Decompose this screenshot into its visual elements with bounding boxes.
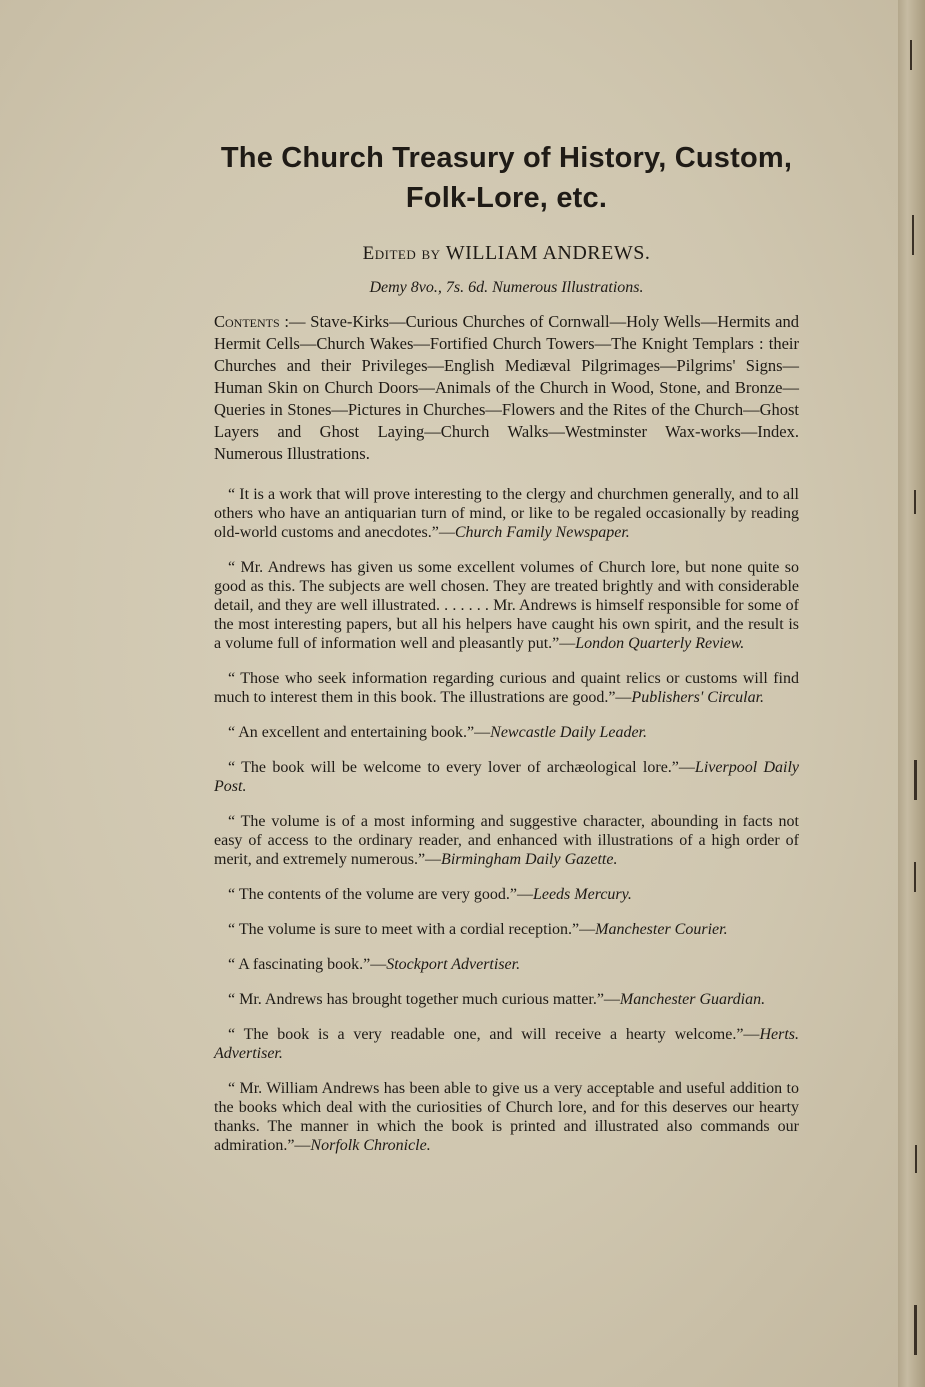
review-quote — [214, 1025, 799, 1063]
review-text: “ The book is a very readable one, and will receive a hearty welcome.”— — [228, 1026, 760, 1043]
review-quote — [214, 485, 799, 542]
review-source: Manchester Courier. — [595, 921, 728, 938]
editor-prefix: Edited by — [362, 243, 441, 264]
review-source: Church Family Newspaper. — [454, 524, 630, 541]
review-text: “ The contents of the volume are very good.”— — [228, 886, 533, 903]
contents-text: Stave-Kirks—Curious Churches of Cornwall—Holy Wells—Hermits and Hermit Cells—Church Wakes—Fortified Church Towers—The Knight Templars : their Churches and their Privileges—English Mediæval Pilgrimages—Pilgrims' Signs—Human Skin on Church Doors—Animals of the Church in Wood, Stone, and Bronze—Queries in Stones—Pictures in Churches—Flowers and the Rites of the Church—Ghost Layers and Ghost Laying—Church Walks—Westminster Wax-works—Index. Numerous Illustrations. — [214, 312, 799, 463]
review-quote — [214, 758, 799, 796]
review-quote — [214, 558, 799, 653]
review-quote — [214, 723, 799, 742]
review-text: “ The book will be welcome to every lover of archæological lore.”— — [228, 759, 695, 776]
review-text: “ Those who seek information regarding curious and quaint relics or customs will find much to interest them in this book. The illustrations are good.”— — [214, 670, 799, 706]
review-quote — [214, 669, 799, 707]
review-source: Birmingham Daily Gazette. — [441, 851, 618, 868]
edition-details: Demy 8vo., 7s. 6d. Numerous Illustrations. — [369, 279, 644, 296]
review-quote — [214, 1079, 799, 1155]
contents-label: Contents :— — [214, 312, 306, 331]
title-line-1: The Church Treasury of History, Custom, — [220, 142, 793, 174]
review-quote — [214, 990, 799, 1009]
reviews-list — [214, 485, 799, 1155]
review-quote — [214, 812, 799, 869]
review-text: “ Mr. Andrews has given us some excellent volumes of Church lore, but none quite so good as this. The subjects are well chosen. They are treated brightly and with considerable detail, and they are well illustrated. . . . . . . Mr. Andrews is himself responsible for some of the most interesting papers, but all his helpers have caught his own spirit, and the result is a volume full of information well and pleasantly put.”— — [214, 559, 799, 652]
review-source: Herts. Advertiser. — [214, 1026, 799, 1062]
review-text: “ The volume is sure to meet with a cordial reception.”— — [228, 921, 596, 938]
review-text: “ An excellent and entertaining book.”— — [228, 724, 491, 741]
editor-name: WILLIAM ANDREWS. — [445, 242, 651, 264]
review-text: “ A fascinating book.”— — [228, 956, 387, 973]
review-source: Leeds Mercury. — [532, 886, 632, 903]
review-quote — [214, 955, 799, 974]
review-quote — [214, 885, 799, 904]
contents-paragraph — [214, 311, 799, 465]
review-text: “ Mr. William Andrews has been able to give us a very acceptable and useful addition to the books which deal with the curiosities of Church lore, and for this deserves our hearty thanks. The manner in which the book is printed and illustrated also commands our admiration.”— — [214, 1080, 799, 1154]
advertisement-page — [214, 138, 799, 1171]
review-text: “ It is a work that will prove interesting to the clergy and churchmen generally, and to all others who have an antiquarian turn of mind, or like to be regaled occasionally by reading old-world customs and anecdotes.”— — [214, 486, 799, 541]
review-text: “ The volume is of a most informing and suggestive character, abounding in facts not easy of access to the ordinary reader, and enhanced with illustrations of a high order of merit, and extremely numerous.”— — [214, 813, 799, 868]
editor-line — [214, 242, 799, 265]
review-source: Manchester Guardian. — [619, 991, 766, 1008]
review-source: Publishers' Circular. — [631, 689, 765, 706]
review-source: Norfolk Chronicle. — [310, 1137, 431, 1154]
review-source: Liverpool Daily Post. — [214, 759, 800, 795]
review-text: “ Mr. Andrews has brought together much curious matter.”— — [228, 991, 620, 1008]
review-source: Stockport Advertiser. — [386, 956, 521, 973]
title-line-2: Folk-Lore, etc. — [405, 182, 608, 214]
book-spine-edge — [898, 0, 925, 1387]
review-quote — [214, 920, 799, 939]
review-source: Newcastle Daily Leader. — [490, 724, 648, 741]
review-source: London Quarterly Review. — [575, 635, 745, 652]
book-title — [214, 138, 799, 218]
